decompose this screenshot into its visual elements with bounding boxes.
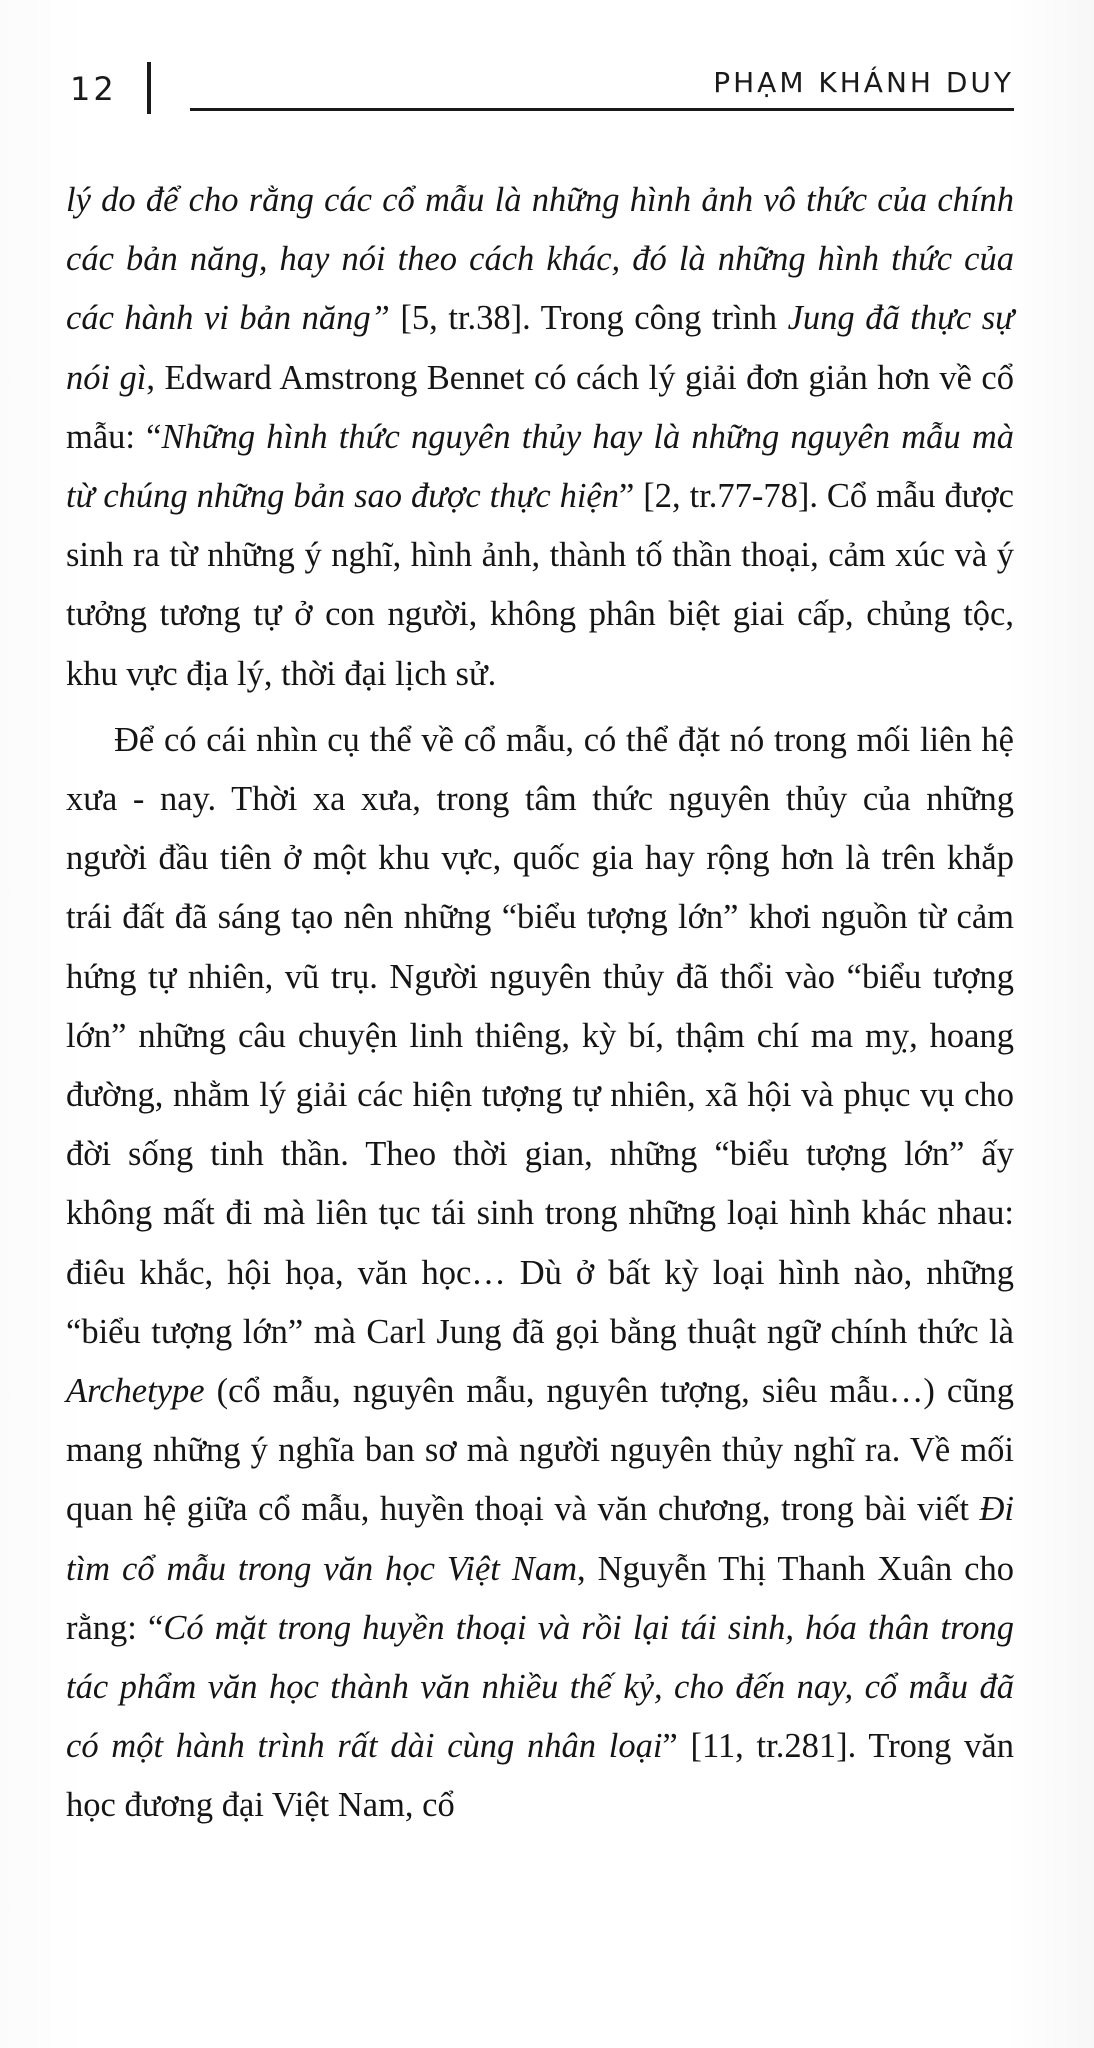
- text-run: ” [2, tr.77-78]. Cổ mẫu được sinh ra từ những ý nghĩ, hình ảnh, thành tố thần thoại, cảm xúc và ý tưởng tương tự ở con người, không phân biệt giai cấp, chủng tộc, khu vực địa lý, thời đại lịch sử.: [66, 477, 1014, 693]
- paragraph-1: [66, 171, 1014, 704]
- text-run: [5, tr.38]. Trong công trình: [389, 299, 788, 338]
- text-run: ” [11, tr.281]. Trong văn học đương đại Việt Nam, cổ: [66, 1727, 1014, 1825]
- italic-quote: Có mặt trong huyền thoại và rồi lại tái sinh, hóa thân trong tác phẩm văn học thành văn nhiều thế kỷ, cho đến nay, cổ mẫu đã có một hành trình rất dài cùng nhân loại: [66, 1608, 1014, 1766]
- italic-quote: lý do để cho rằng các cổ mẫu là những hình ảnh vô thức của chính các bản năng, hay nói theo cách khác, đó là những hình thức của các hành vi bản năng”: [66, 181, 1014, 338]
- header-rule: [190, 108, 1014, 111]
- page-number: 12: [70, 70, 117, 108]
- italic-term: Archetype: [66, 1372, 205, 1411]
- italic-book-title: Jung đã thực sự nói gì: [66, 299, 1014, 397]
- paragraph-2: [66, 711, 1014, 1836]
- text-run: , Nguyễn Thị Thanh Xuân cho rằng: “: [66, 1549, 1014, 1647]
- text-run: (cổ mẫu, nguyên mẫu, nguyên tượng, siêu mẫu…) cũng mang những ý nghĩa ban sơ mà người nguyên thủy nghĩ ra. Về mối quan hệ giữa cổ mẫu, huyền thoại và văn chương, trong bài viết: [66, 1372, 1014, 1529]
- italic-article-title: Đi tìm cổ mẫu trong văn học Việt Nam: [66, 1490, 1014, 1588]
- italic-quote: Những hình thức nguyên thủy hay là những nguyên mẫu mà từ chúng những bản sao được thực hiện: [66, 417, 1015, 516]
- text-run: , Edward Amstrong Bennet có cách lý giải đơn giản hơn về cổ mẫu: “: [66, 358, 1014, 456]
- text-run: Để có cái nhìn cụ thể về cổ mẫu, có thể đặt nó trong mối liên hệ xưa - nay. Thời xa xưa, trong tâm thức nguyên thủy của những người đầu tiên ở một khu vực, quốc gia hay rộng hơn là trên khắp trái đất đã sáng tạo nên những “biểu tượng lớn” khơi nguồn từ cảm hứng tự nhiên, vũ trụ. Người nguyên thủy đã thổi vào “biểu tượng lớn” những câu chuyện linh thiêng, kỳ bí, thậm chí ma mỵ, hoang đường, nhằm lý giải các hiện tượng tự nhiên, xã hội và phục vụ cho đời sống tinh thần. Theo thời gian, những “biểu tượng lớn” ấy không mất đi mà liên tục tái sinh trong những loại hình khác nhau: điêu khắc, hội họa, văn học… Dù ở bất kỳ loại hình nào, những “biểu tượng lớn” mà Carl Jung đã gọi bằng thuật ngữ chính thức là: [66, 720, 1014, 1351]
- page-header: [0, 0, 1094, 120]
- header-vertical-divider: [147, 62, 151, 114]
- running-head-author: PHẠM KHÁNH DUY: [713, 66, 1014, 99]
- body-text: [66, 171, 1014, 1836]
